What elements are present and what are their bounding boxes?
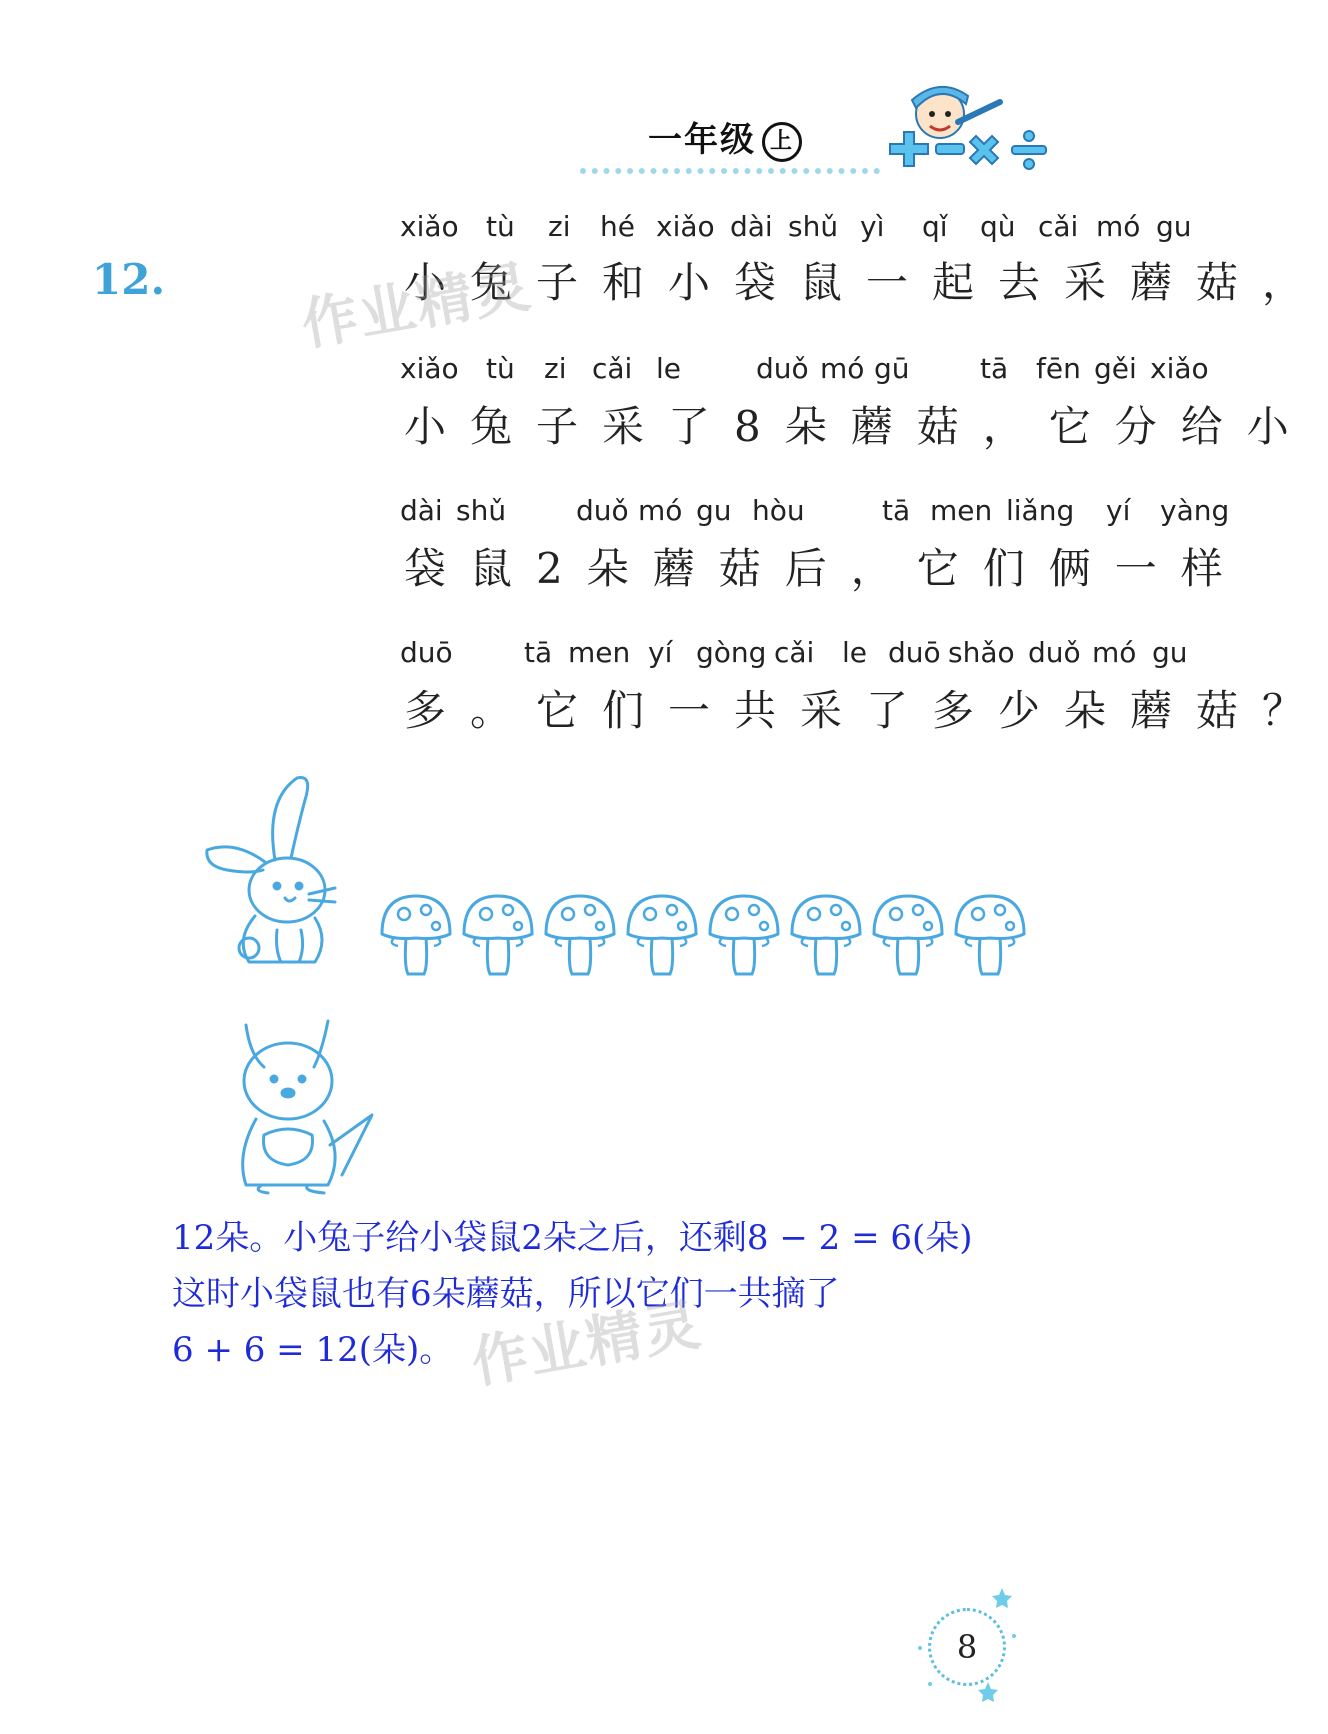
pinyin-syllable: duǒ — [1028, 636, 1081, 669]
pinyin-syllable: cǎi — [592, 352, 633, 385]
pinyin-syllable: gu — [1152, 636, 1188, 669]
pinyin-syllable: tù — [486, 352, 515, 385]
pinyin-syllable: fēn — [1036, 352, 1081, 385]
pinyin-syllable: mó — [1092, 636, 1137, 669]
pinyin-syllable: yí — [1106, 494, 1131, 527]
pinyin-syllable: gěi — [1094, 352, 1137, 385]
grade-label — [648, 112, 802, 162]
pinyin-syllable: duō — [888, 636, 941, 669]
pinyin-syllable: mó — [638, 494, 683, 527]
pinyin-syllable: yí — [648, 636, 673, 669]
page-number-badge — [910, 1588, 1020, 1698]
pinyin-syllable: tā — [524, 636, 553, 669]
pinyin-syllable: zi — [548, 210, 571, 243]
pinyin-syllable: tù — [486, 210, 515, 243]
pinyin-syllable: shǎo — [948, 636, 1015, 669]
question-number: 12. — [92, 255, 166, 304]
pinyin-syllable: gu — [1156, 210, 1192, 243]
pinyin-syllable: zi — [544, 352, 567, 385]
pinyin-syllable: qù — [980, 210, 1016, 243]
pinyin-syllable: duō — [400, 636, 453, 669]
pinyin-syllable: shǔ — [456, 494, 507, 527]
pinyin-syllable: yì — [860, 210, 885, 243]
pinyin-syllable: duǒ — [576, 494, 629, 527]
pinyin-syllable: xiǎo — [400, 210, 459, 243]
mushroom-icon — [952, 890, 1028, 980]
pinyin-syllable: mó — [1096, 210, 1141, 243]
mushroom-icon — [542, 890, 618, 980]
pinyin-syllable: le — [656, 352, 682, 385]
mushroom-icon — [460, 890, 536, 980]
pinyin-syllable: men — [930, 494, 993, 527]
pinyin-syllable: xiǎo — [1150, 352, 1209, 385]
mushroom-icon — [788, 890, 864, 980]
pinyin-syllable: xiǎo — [400, 352, 459, 385]
pinyin-syllable: tā — [980, 352, 1009, 385]
term-badge: 上 — [762, 122, 802, 162]
answer-line-3: 6 + 6 = 12(朵)。 — [172, 1330, 454, 1370]
boy-with-math-symbols-icon — [880, 82, 1060, 192]
answer-line-2: 这时小袋鼠也有6朵蘑菇，所以它们一共摘了 — [172, 1274, 840, 1314]
pinyin-syllable: mó — [820, 352, 865, 385]
mushroom-icon — [624, 890, 700, 980]
pinyin-syllable: gū — [874, 352, 910, 385]
pinyin-syllable: cǎi — [1038, 210, 1079, 243]
pinyin-syllable: dài — [730, 210, 773, 243]
mushroom-icon — [870, 890, 946, 980]
pinyin-syllable: cǎi — [774, 636, 815, 669]
pinyin-syllable: liǎng — [1006, 494, 1075, 527]
pinyin-syllable: hé — [600, 210, 635, 243]
pinyin-syllable: qǐ — [922, 210, 948, 243]
pinyin-syllable: dài — [400, 494, 443, 527]
rabbit-icon — [205, 770, 360, 970]
pinyin-syllable: gòng — [696, 636, 767, 669]
answer-line-1: 12朵。小兔子给小袋鼠2朵之后，还剩8 − 2 = 6(朵) — [172, 1218, 973, 1258]
mushroom-icon — [378, 890, 454, 980]
watermark-bottom: 作业精灵 — [466, 1292, 707, 1397]
hanzi-line: 小兔子采了8朵蘑菇，它分给小 — [404, 402, 1313, 451]
pinyin-syllable: tā — [882, 494, 911, 527]
pinyin-syllable: xiǎo — [656, 210, 715, 243]
grade-text: 一年级 — [648, 120, 756, 160]
pinyin-syllable: le — [842, 636, 868, 669]
mushroom-icon — [706, 890, 782, 980]
hanzi-line: 袋鼠2朵蘑菇后，它们俩一样 — [404, 544, 1247, 593]
hanzi-line: 多。它们一共采了多少朵蘑菇？ — [404, 686, 1328, 735]
watermark-top: 作业精灵 — [296, 254, 537, 359]
header-dotted-line — [580, 168, 880, 174]
pinyin-syllable: duǒ — [756, 352, 809, 385]
kangaroo-icon — [232, 1015, 382, 1195]
pinyin-syllable: men — [568, 636, 631, 669]
pinyin-syllable: yàng — [1160, 494, 1230, 527]
hanzi-line: 小兔子和小袋鼠一起去采蘑菇， — [404, 258, 1328, 307]
mushroom-row — [378, 890, 1028, 990]
pinyin-syllable: shǔ — [788, 210, 839, 243]
page-number: 8 — [928, 1608, 1006, 1686]
pinyin-syllable: gu — [696, 494, 732, 527]
pinyin-syllable: hòu — [752, 494, 805, 527]
